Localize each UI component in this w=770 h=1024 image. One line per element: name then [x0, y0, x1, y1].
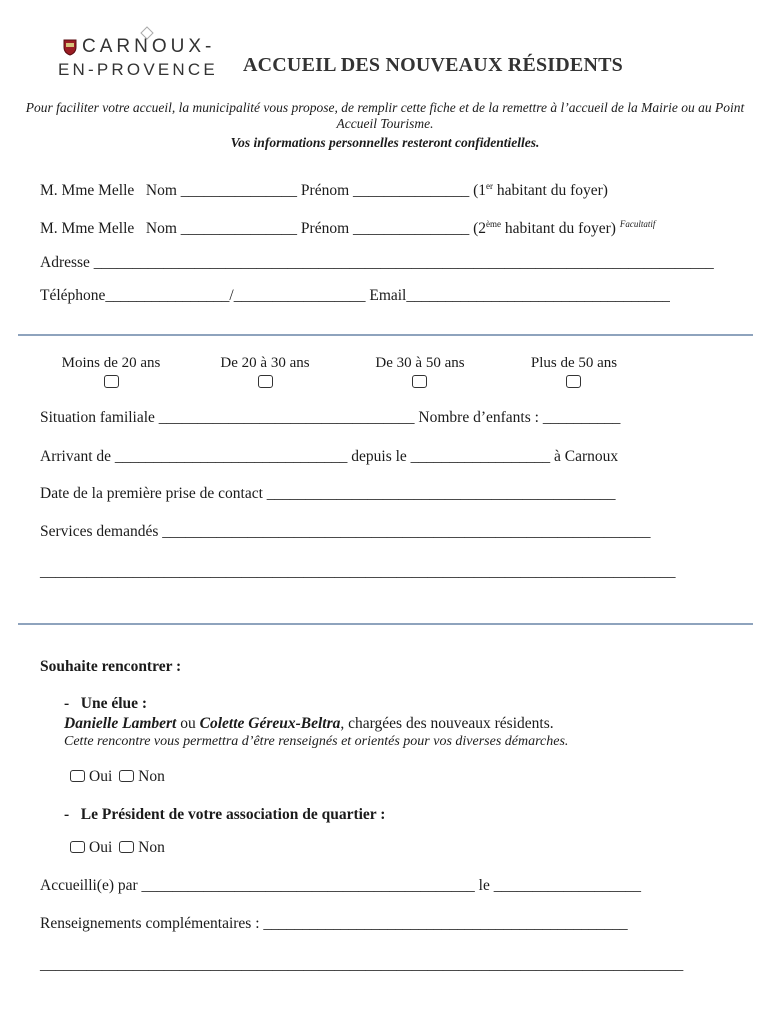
intro-text: Pour faciliter votre accueil, la municipalité vous propose, de remplir cette fiche et de la remettre à l’accueil de la Mairie ou au Point Accueil Tourisme.	[25, 100, 745, 131]
extra-info-field[interactable]: Renseignements complémentaires : _______________________________________________	[40, 915, 628, 932]
oui-label: Oui	[89, 839, 113, 856]
elue-description: Cette rencontre vous permettra d’être renseignés et orientés pour vos diverses démarches.	[64, 734, 569, 749]
civility-label: M. Mme Melle	[40, 182, 135, 200]
family-situation-field[interactable]: Situation familiale _________________________________ Nombre d’enfants : __________	[40, 409, 621, 426]
optional-note: Facultatif	[619, 219, 656, 229]
non-label: Non	[138, 839, 165, 856]
meet-heading: Souhaite rencontrer :	[40, 658, 182, 675]
elue-choice[interactable]	[70, 768, 165, 786]
person2-row[interactable]	[40, 219, 655, 238]
phone-email-field[interactable]: Téléphone________________/_________________ Email__________________________________	[40, 287, 670, 304]
oui-checkbox[interactable]	[70, 770, 85, 782]
elue-names: Danielle Lambert ou Colette Géreux-Beltra, chargées des nouveaux résidents.	[64, 715, 554, 732]
extra-info-field-line2[interactable]: ___________________________________________________________________________________	[40, 956, 684, 973]
age-checkbox-30-50[interactable]	[412, 375, 427, 388]
non-checkbox[interactable]	[119, 770, 134, 782]
address-field[interactable]: Adresse ________________________________________________________________________________	[40, 254, 714, 271]
age-checkbox-under-20[interactable]	[104, 375, 119, 388]
nom-field[interactable]: Nom _______________	[145, 220, 298, 238]
nom-field[interactable]: Nom _______________	[145, 182, 298, 200]
logo-line1: CARNOUX-	[82, 36, 216, 57]
age-checkbox-20-30[interactable]	[258, 375, 273, 388]
first-contact-field[interactable]: Date de la première prise de contact _____________________________________________	[40, 485, 616, 502]
coat-of-arms-icon	[62, 38, 78, 56]
age-label-under-20: Moins de 20 ans	[61, 355, 161, 371]
president-heading: - Le Président de votre association de quartier :	[64, 806, 386, 823]
section-divider	[18, 623, 753, 625]
logo-line2: EN-PROVENCE	[58, 60, 218, 79]
age-label-20-30: De 20 à 30 ans	[220, 355, 310, 371]
page-title: ACCUEIL DES NOUVEAUX RÉSIDENTS	[243, 54, 623, 76]
elue-heading: - Une élue :	[64, 695, 148, 712]
age-label-30-50: De 30 à 50 ans	[375, 355, 465, 371]
services-field[interactable]: Services demandés _______________________________________________________________	[40, 523, 651, 540]
prenom-field[interactable]: Prénom _______________	[300, 220, 470, 238]
person1-row[interactable]	[40, 181, 608, 200]
prenom-field[interactable]: Prénom _______________	[300, 182, 470, 200]
services-field-line2[interactable]: __________________________________________________________________________________	[40, 563, 676, 580]
non-label: Non	[138, 768, 165, 785]
section-divider	[18, 334, 753, 336]
age-checkbox-over-50[interactable]	[566, 375, 581, 388]
household-note: (1er habitant du foyer)	[473, 181, 608, 200]
non-checkbox[interactable]	[119, 841, 134, 853]
household-note: (2ème habitant du foyer)	[473, 219, 616, 238]
age-label-over-50: Plus de 50 ans	[530, 355, 618, 371]
arrival-field[interactable]: Arrivant de ______________________________ depuis le __________________ à Carnoux	[40, 448, 619, 465]
president-choice[interactable]	[70, 839, 165, 857]
welcomed-by-field[interactable]: Accueilli(e) par ___________________________________________ le ___________________	[40, 877, 641, 894]
confidential-note: Vos informations personnelles resteront confidentielles.	[230, 135, 540, 150]
oui-label: Oui	[89, 768, 113, 785]
oui-checkbox[interactable]	[70, 841, 85, 853]
civility-label: M. Mme Melle	[40, 220, 135, 238]
